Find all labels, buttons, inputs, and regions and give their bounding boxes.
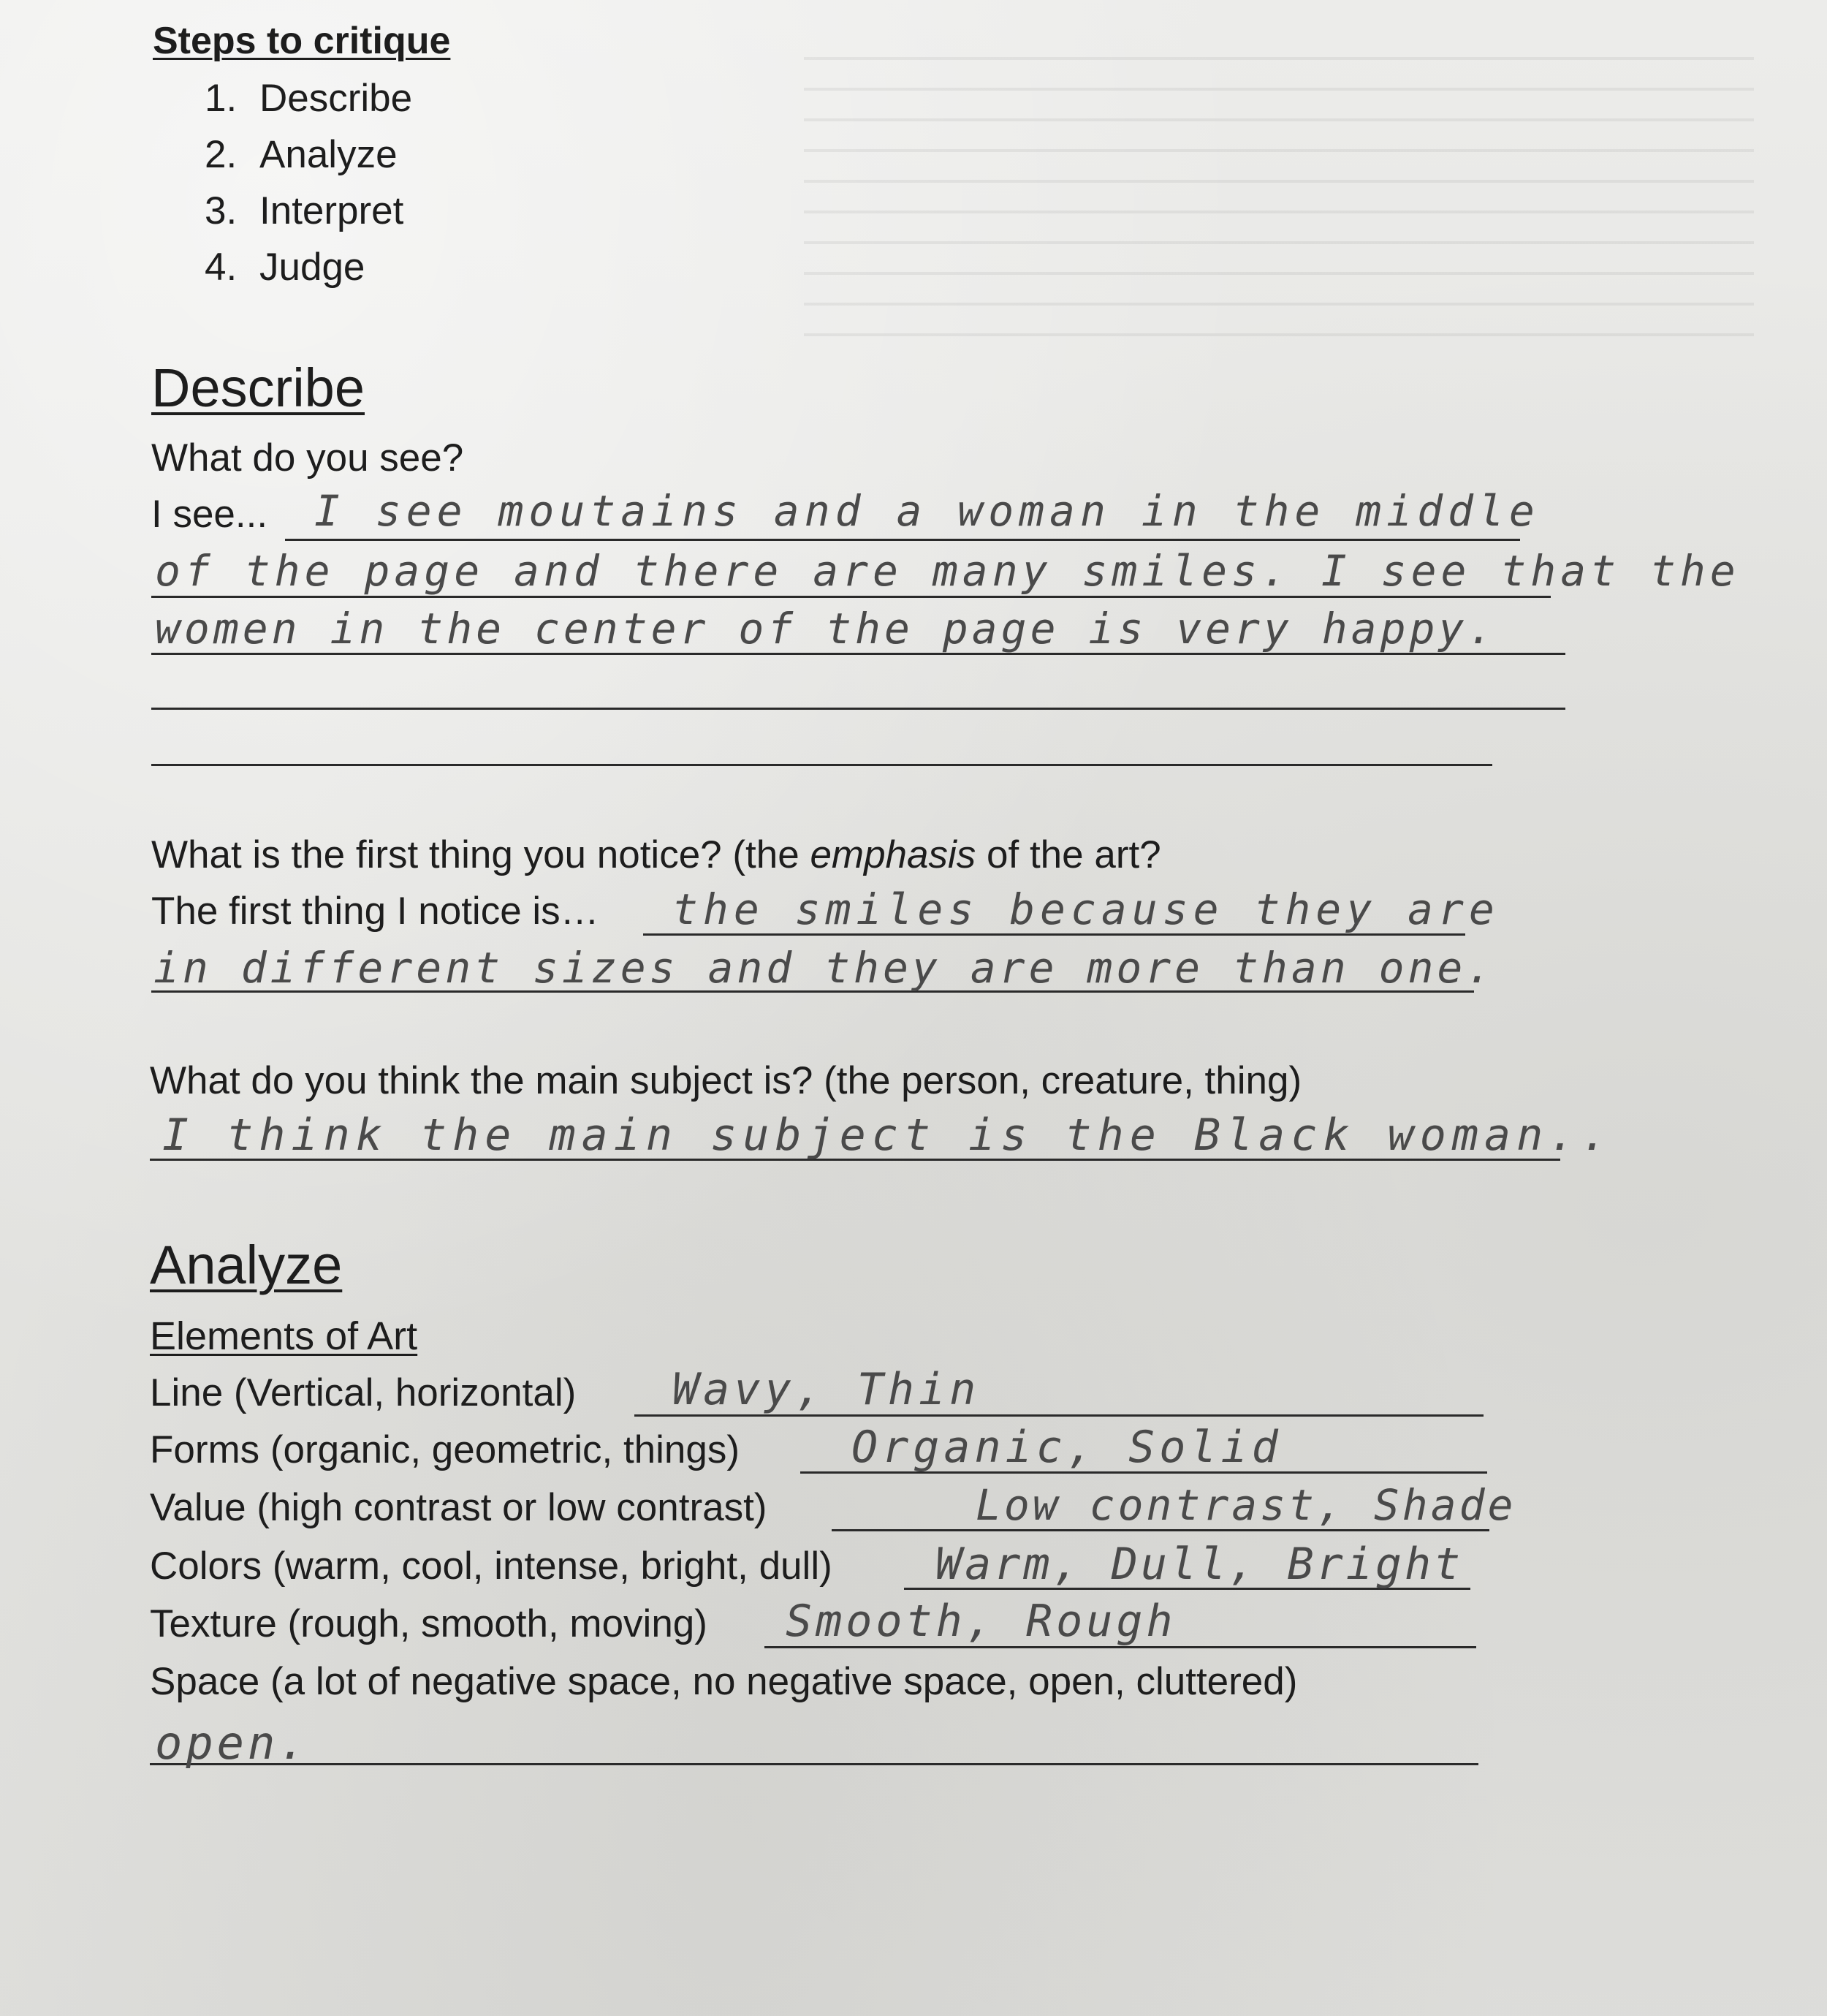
step-item — [205, 245, 365, 289]
step-number: 1. — [205, 77, 238, 120]
step-number: 3. — [205, 189, 238, 232]
analyze-prompt: Colors (warm, cool, intense, bright, dull) — [150, 1545, 832, 1588]
question-what-do-you-see: What do you see? — [151, 436, 464, 480]
step-label: Interpret — [259, 189, 404, 232]
steps-title: Steps to critique — [153, 20, 451, 62]
handwritten-answer: Low contrast, Shade — [976, 1480, 1516, 1530]
handwritten-answer: the smiles because they are — [672, 884, 1500, 934]
handwritten-answer: I think the main subject is the Black woman.. — [162, 1110, 1614, 1161]
step-number: 4. — [205, 246, 238, 289]
emphasis-word: emphasis — [810, 833, 976, 876]
step-label: Analyze — [259, 133, 398, 176]
handwritten-answer: I see moutains and a woman in the middle — [314, 486, 1540, 536]
analyze-prompt: Forms (organic, geometric, things) — [150, 1428, 740, 1471]
analyze-prompt: Texture (rough, smooth, moving) — [150, 1602, 707, 1645]
handwritten-answer: Smooth, Rough — [786, 1596, 1177, 1647]
answer-line — [151, 764, 1492, 766]
answer-line — [285, 539, 1520, 541]
step-label: Judge — [259, 246, 365, 289]
analyze-prompt: Value (high contrast or low contrast) — [150, 1486, 767, 1529]
answer-line — [150, 1763, 1478, 1765]
handwritten-answer: Warm, Dull, Bright — [935, 1539, 1464, 1590]
answer-lead: I see... — [151, 493, 268, 536]
describe-heading: Describe — [151, 357, 365, 418]
handwritten-answer: of the page and there are many smiles. I see that the — [155, 546, 1740, 596]
prompt-text: What is the first thing you notice? (the — [151, 833, 810, 876]
handwritten-answer: in different sizes and they are more than one. — [153, 943, 1496, 993]
step-item — [205, 76, 412, 121]
step-item — [205, 132, 398, 177]
analyze-prompt: Line (Vertical, horizontal) — [150, 1371, 577, 1414]
answer-line — [151, 708, 1565, 710]
analyze-heading: Analyze — [150, 1235, 343, 1295]
handwritten-answer: Organic, Solid — [851, 1422, 1283, 1473]
handwritten-answer: Wavy, Thin — [672, 1364, 981, 1415]
paper-show-through — [804, 29, 1754, 336]
answer-line — [151, 596, 1551, 598]
question-first-thing — [151, 833, 1161, 877]
prompt-text: of the art? — [976, 833, 1161, 876]
step-label: Describe — [259, 77, 413, 120]
analyze-prompt-space: Space (a lot of negative space, no negative space, open, cluttered) — [150, 1660, 1298, 1703]
step-number: 2. — [205, 133, 238, 176]
question-main-subject: What do you think the main subject is? (the person, creature, thing) — [150, 1059, 1302, 1102]
elements-of-art-subheading: Elements of Art — [150, 1314, 418, 1358]
step-item — [205, 189, 403, 233]
answer-lead: The first thing I notice is… — [151, 890, 599, 933]
handwritten-answer: women in the center of the page is very happy. — [155, 604, 1497, 653]
handwritten-answer: open. — [155, 1716, 310, 1770]
